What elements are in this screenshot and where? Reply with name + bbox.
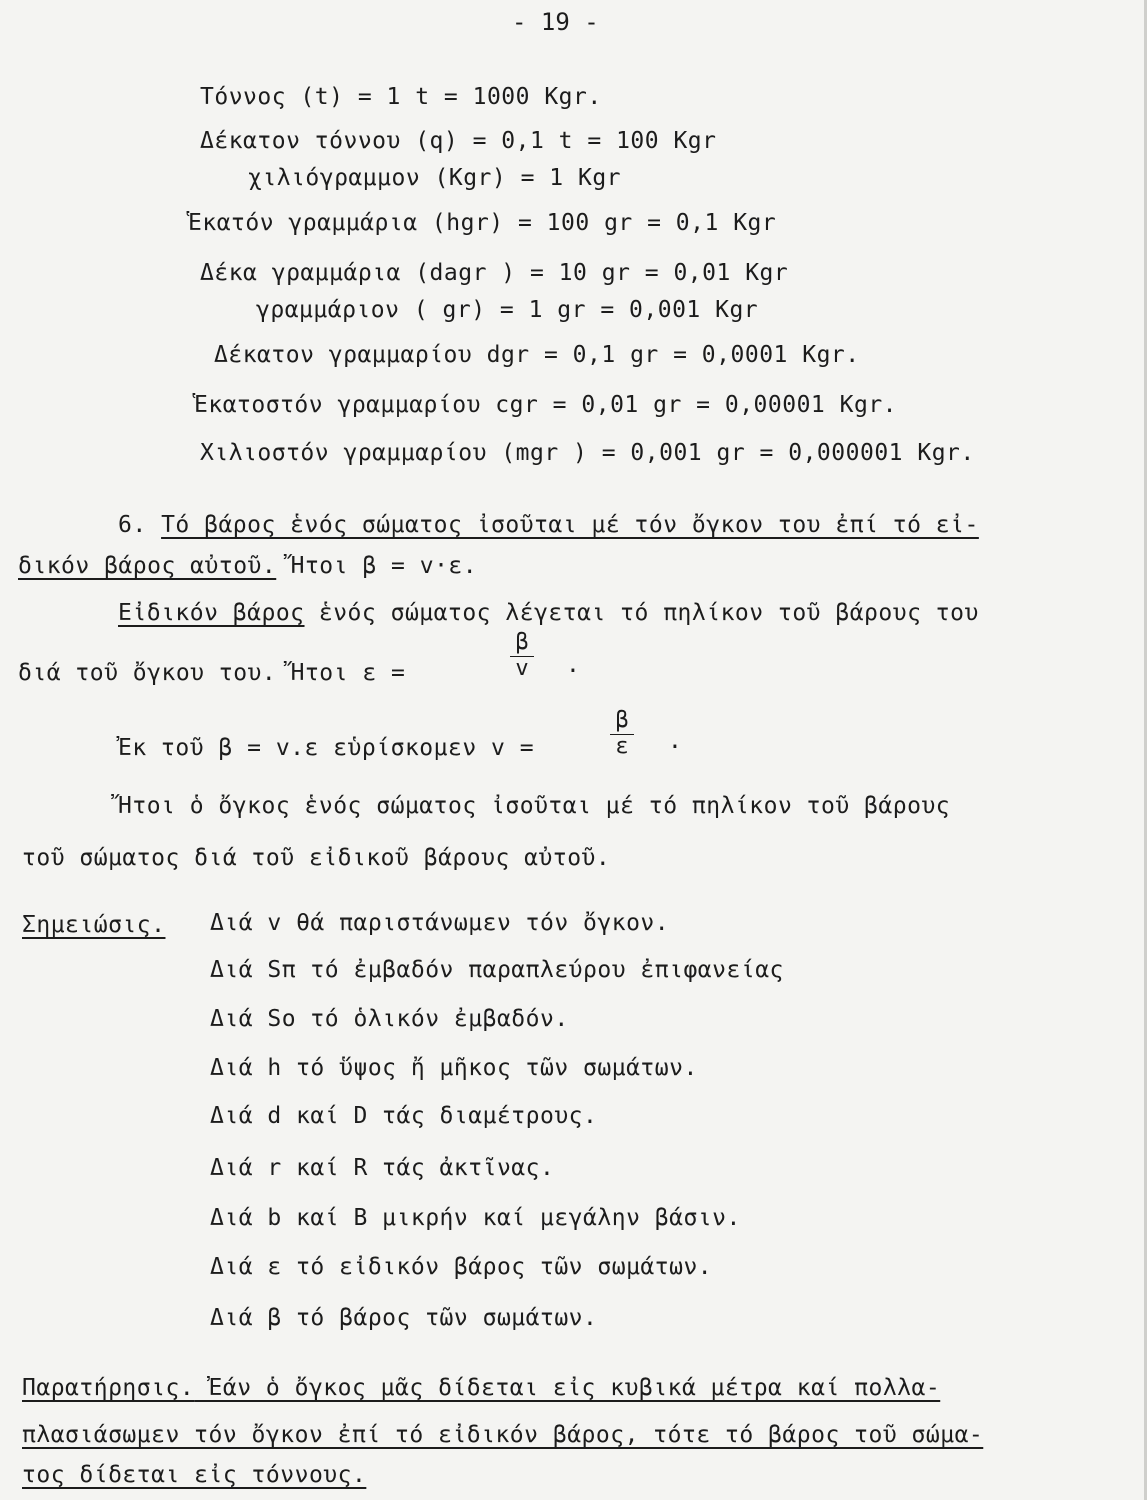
unit-decagram: Δέκα γραμμάρια (dagr ) = 10 gr = 0,01 Kgr [200,260,789,286]
fraction-beta-over-v [508,630,536,681]
remark-line2: πλασιάσωμεν τόν ὄγκον ἐπί τό εἰδικόν βάρος, τότε τό βάρος τοῦ σώμα- [22,1422,984,1448]
specific-weight-term: Εἰδικόν βάρος [118,600,305,626]
remark-heading: Παρατήρησις. [22,1375,195,1401]
remark-line3: τος δίδεται εἰς τόννους. [22,1462,367,1488]
volume-line1: Ἤτοι ὁ ὄγκος ἑνός σώματος ἰσοῦται μέ τό πηλίκον τοῦ βάρους [118,793,951,819]
unit-ton: Τόννος (t) = 1 t = 1000 Kgr. [200,84,602,110]
unit-centigram: Ἑκατοστόν γραμμαρίου cgr = 0,01 gr = 0,00001 Kgr. [194,392,898,418]
remark-line1 [22,1375,940,1401]
fraction-denominator: ε [615,734,629,759]
rule6-line1 [118,512,979,538]
note-item: Διά ε τό εἰδικόν βάρος τῶν σωμάτων. [210,1254,713,1280]
unit-tenth-ton: Δέκατον τόννου (q) = 0,1 t = 100 Kgr [200,128,717,154]
volume-line2: τοῦ σώματος διά τοῦ εἰδικοῦ βάρους αὐτοῦ. [22,845,611,871]
note-item: Διά r καί R τάς ἀκτῖνας. [210,1155,555,1181]
rule6-statement-end: δικόν βάρος αὐτοῦ. [18,553,277,579]
note-item: Διά β τό βάρος τῶν σωμάτων. [210,1305,598,1331]
derivation-line: Ἐκ τοῦ β = v.ε εὑρίσκομεν v = [118,735,535,761]
note-item: Διά d καί D τάς διαμέτρους. [210,1103,598,1129]
unit-hectogram: Ἑκατόν γραμμάρια (hgr) = 100 gr = 0,1 Kgr [188,210,777,236]
derivation-period: . [668,728,683,754]
rule6-formula: Ἤτοι β = v·ε. [276,553,478,579]
unit-milligram: Χιλιοστόν γραμμαρίου (mgr ) = 0,001 gr = 0,000001 Kgr. [200,440,975,466]
specific-weight-line2: διά τοῦ ὄγκου του. Ἤτοι ε = [18,660,406,686]
unit-kilogram: χιλιόγραμμον (Kgr) = 1 Kgr [248,165,622,191]
unit-decigram: Δέκατον γραμμαρίου dgr = 0,1 gr = 0,0001 Kgr. [214,342,860,368]
notes-heading: Σημειώσις. [22,912,166,938]
note-item: Διά h τό ὕψος ἤ μῆκος τῶν σωμάτων. [210,1055,698,1081]
fraction-numerator: β [515,630,529,655]
rule6-statement: Τό βάρος ἑνός σώματος ἰσοῦται μέ τόν ὄγκον του ἐπί τό εἰ- [161,512,979,538]
rule6-line2 [18,553,477,579]
note-item: Διά b καί B μικρήν καί μεγάλην βάσιν. [210,1205,741,1231]
fraction-numerator: β [615,708,629,733]
fraction-denominator: v [515,656,529,681]
note-item: Διά Sπ τό ἐμβαδόν παραπλεύρου ἐπιφανείας [210,957,784,983]
rule6-number: 6. [118,512,147,538]
specific-weight-line1 [118,600,979,626]
remark-text-1: Ἐάν ὁ ὄγκος μᾶς δίδεται εἰς κυβικά μέτρα καί πολλα- [194,1375,941,1401]
unit-gram: γραμμάριον ( gr) = 1 gr = 0,001 Kgr [256,297,759,323]
note-item: Διά So τό ὁλικόν ἐμβαδόν. [210,1006,569,1032]
specific-weight-definition: ἑνός σώματος λέγεται τό πηλίκον τοῦ βάρους του [304,600,979,626]
specific-weight-period: . [566,652,581,678]
note-item: Διά v θά παριστάνωμεν τόν ὄγκον. [210,910,670,936]
page-number: - 19 - [512,8,599,36]
fraction-beta-over-epsilon [608,708,636,759]
